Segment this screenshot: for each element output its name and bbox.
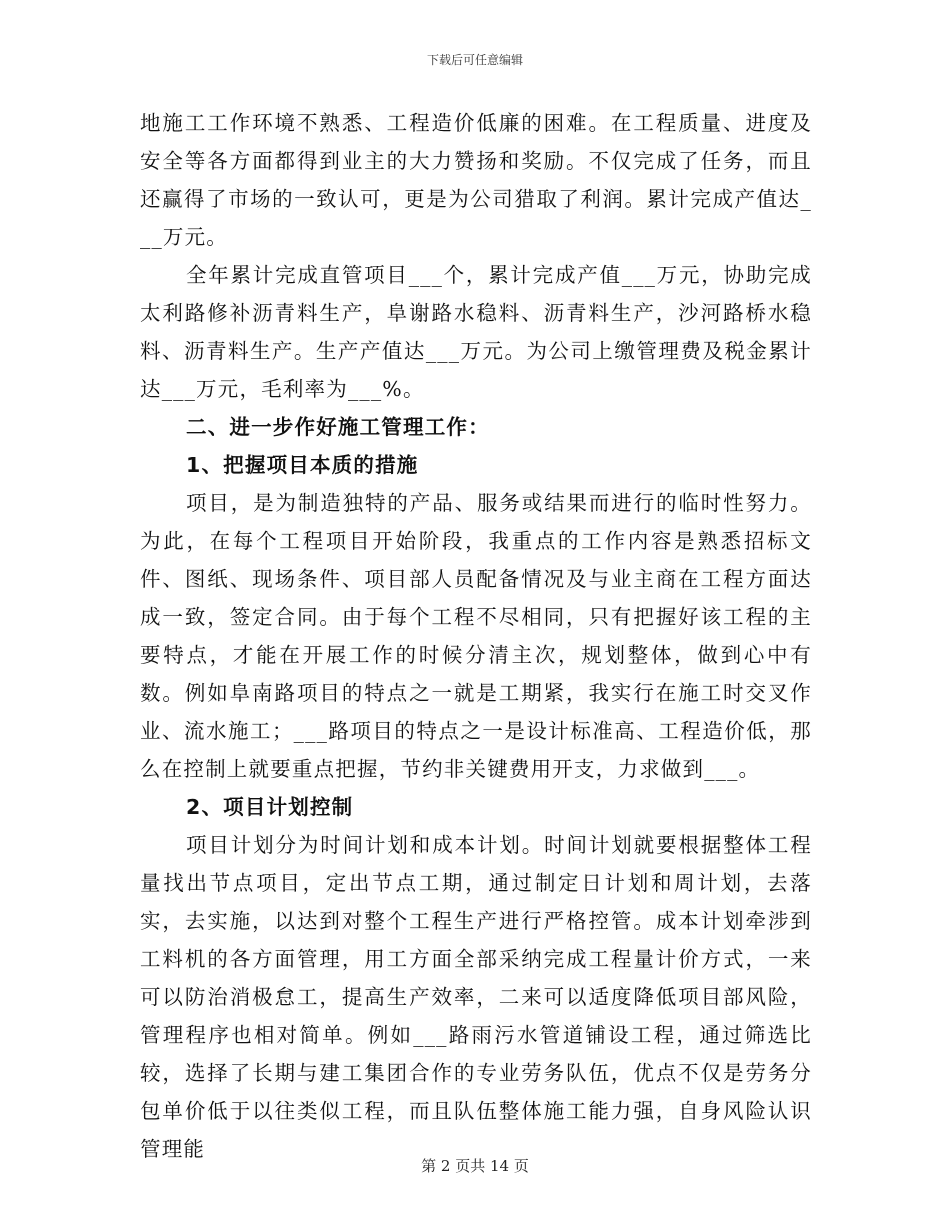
subsection-heading-1: 1、把握项目本质的措施 [186,453,419,477]
subsection-heading-2: 2、项目计划控制 [186,795,354,819]
document-body [140,104,812,1168]
page-header: 下载后可任意编辑 [426,53,523,67]
section-heading: 二、进一步作好施工管理工作： [186,415,490,439]
paragraph-4: 项目计划分为时间计划和成本计划。时间计划就要根据整体工程量找出节点项目，定出节点工期，通过制定日计划和周计划，去落实，去实施，以达到对整个工程生产进行严格控管。成本计划牵涉到工料机的各方面管理，用工方面全部采纳完成工程量计价方式，一来可以防治消极怠工，提高生产效率，二来可以适度降低项目部风险，管理程序也相对简单。例如___路雨污水管道铺设工程，通过筛选比较，选择了长期与建工集团合作的专业劳务队伍，优点不仅是劳务分包单价低于以往类似工程，而且队伍整体施工能力强，自身风险认识管理能 [140,833,812,1161]
paragraph-1: 地施工工作环境不熟悉、工程造价低廉的困难。在工程质量、进度及安全等各方面都得到业主的大力赞扬和奖励。不仅完成了任务，而且还赢得了市场的一致认可，更是为公司猎取了利润。累计完成产值达___万元。 [140,111,812,249]
paragraph-2: 全年累计完成直管项目___个，累计完成产值___万元，协助完成太利路修补沥青料生产，阜谢路水稳料、沥青料生产，沙河路桥水稳料、沥青料生产。生产产值达___万元。为公司上缴管理费及税金累计达___万元，毛利率为___%。 [140,263,812,401]
page-footer: 第 2 页共 14 页 [421,1157,529,1175]
paragraph-3: 项目，是为制造独特的产品、服务或结果而进行的临时性努力。为此，在每个工程项目开始阶段，我重点的工作内容是熟悉招标文件、图纸、现场条件、项目部人员配备情况及与业主商在工程方面达成一致，签定合同。由于每个工程不尽相同，只有把握好该工程的主要特点，才能在开展工作的时候分清主次，规划整体，做到心中有数。例如阜南路项目的特点之一就是工期紧，我实行在施工时交叉作业、流水施工；___路项目的特点之一是设计标准高、工程造价低，那么在控制上就要重点把握，节约非关键费用开支，力求做到___。 [140,491,812,781]
